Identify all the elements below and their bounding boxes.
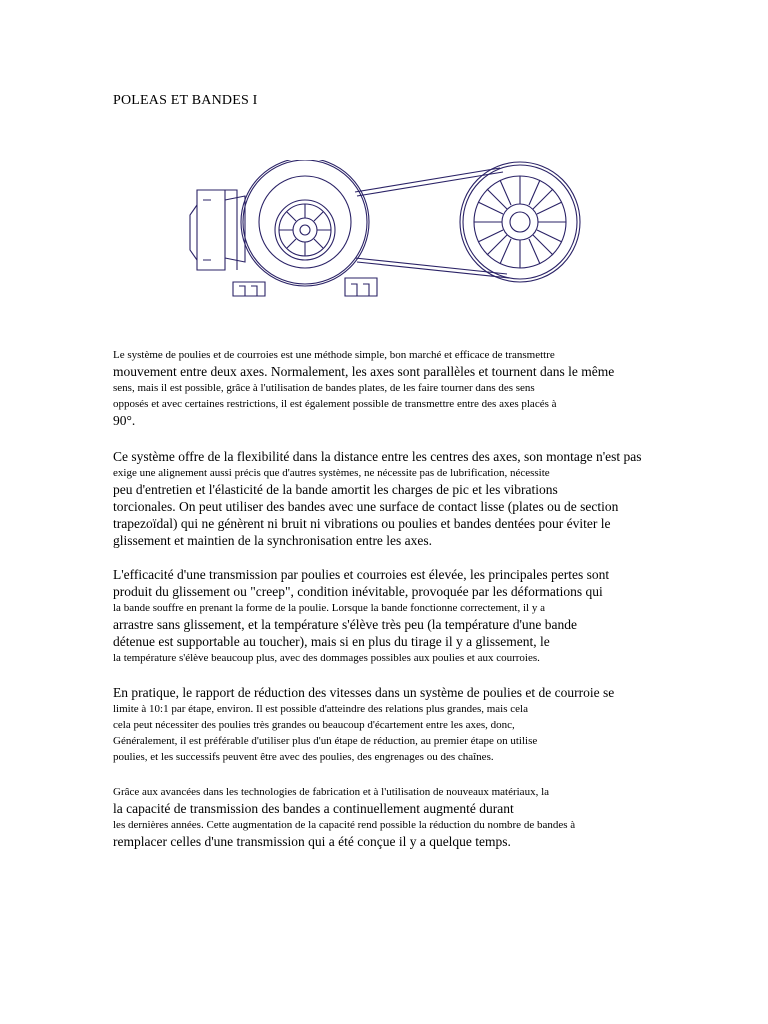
text-line: mouvement entre deux axes. Normalement, les axes sont parallèles et tournent dans le même	[113, 364, 615, 379]
page-title: POLEAS ET BANDES I	[113, 93, 258, 108]
text-line: trapezoïdal) qui ne génèrent ni bruit ni vibrations ou poulies et bandes dentées pour éviter le	[113, 516, 611, 531]
text-line: poulies, et les successifs peuvent être avec des poulies, des engrenages ou des chaînes.	[113, 751, 494, 763]
text-line: Le système de poulies et de courroies est une méthode simple, bon marché et efficace de transmettre	[113, 349, 555, 361]
belt-bottom	[357, 262, 510, 278]
text-line: arrastre sans glissement, et la température s'élève très peu (la température d'une bande	[113, 617, 578, 632]
text-line: peu d'entretien et l'élasticité de la bande amortit les charges de pic et les vibrations	[113, 482, 558, 497]
motor-housing-left	[197, 190, 225, 270]
text-line: limite à 10:1 par étape, environ. Il est possible d'atteindre des relations plus grandes, mais cela	[113, 703, 528, 715]
text-line: sens, mais il est possible, grâce à l'utilisation de bandes plates, de les faire tourner dans des sens	[113, 382, 535, 394]
text-line: Grâce aux avancées dans les technologies de fabrication et à l'utilisation de nouveaux matériaux, la	[113, 786, 550, 798]
pulley-diagram-svg	[185, 160, 605, 300]
paragraph-2	[113, 448, 673, 549]
left-foot	[233, 282, 265, 296]
text-line: la température s'élève beaucoup plus, avec des dommages possibles aux poulies et aux courroies.	[113, 652, 540, 664]
text-line: En pratique, le rapport de réduction des vitesses dans un système de poulies et de courroie se	[113, 685, 615, 700]
text-line: opposés et avec certaines restrictions, il est également possible de transmettre entre des axes placés à	[113, 398, 557, 410]
text-line: 90°.	[113, 413, 136, 428]
text-line: détenue est supportable au toucher), mais si en plus du tirage il y a glissement, le	[113, 634, 550, 649]
text-line: remplacer celles d'une transmission qui a été conçue il y a quelque temps.	[113, 834, 511, 849]
text-line: produit du glissement ou "creep", condition inévitable, provoquée par les déformations qui	[113, 584, 603, 599]
text-line: la bande souffre en prenant la forme de la poulie. Lorsque la bande fonctionne correctement, il y a	[113, 602, 545, 614]
paragraph-5	[113, 784, 673, 850]
paragraph-4	[113, 684, 673, 765]
pulley-belt-drive-diagram	[185, 160, 605, 300]
text-line: exige une alignement aussi précis que d'autres systèmes, ne nécessite pas de lubrification, nécessite	[113, 467, 550, 479]
text-line: Ce système offre de la flexibilité dans la distance entre les centres des axes, son montage n'est pas	[113, 449, 642, 464]
text-line: torcionales. On peut utiliser des bandes avec une surface de contact lisse (plates ou de section	[113, 499, 619, 514]
text-line: cela peut nécessiter des poulies très grandes ou beaucoup d'écartement entre les axes, donc,	[113, 719, 515, 731]
belt-top	[355, 168, 500, 192]
text-line: les dernières années. Cette augmentation de la capacité rend possible la réduction du nombre de bandes à	[113, 819, 576, 831]
text-line: L'efficacité d'une transmission par poulies et courroies est élevée, les principales pertes sont	[113, 567, 610, 582]
paragraph-1	[113, 347, 673, 429]
right-foot	[345, 278, 377, 296]
text-line: Généralement, il est préférable d'utiliser plus d'un étape de réduction, au premier étape on utilise	[113, 735, 538, 747]
text-line: glissement et maintien de la synchronisation entre les axes.	[113, 533, 433, 548]
text-line: la capacité de transmission des bandes a continuellement augmenté durant	[113, 801, 514, 816]
paragraph-3	[113, 566, 673, 666]
